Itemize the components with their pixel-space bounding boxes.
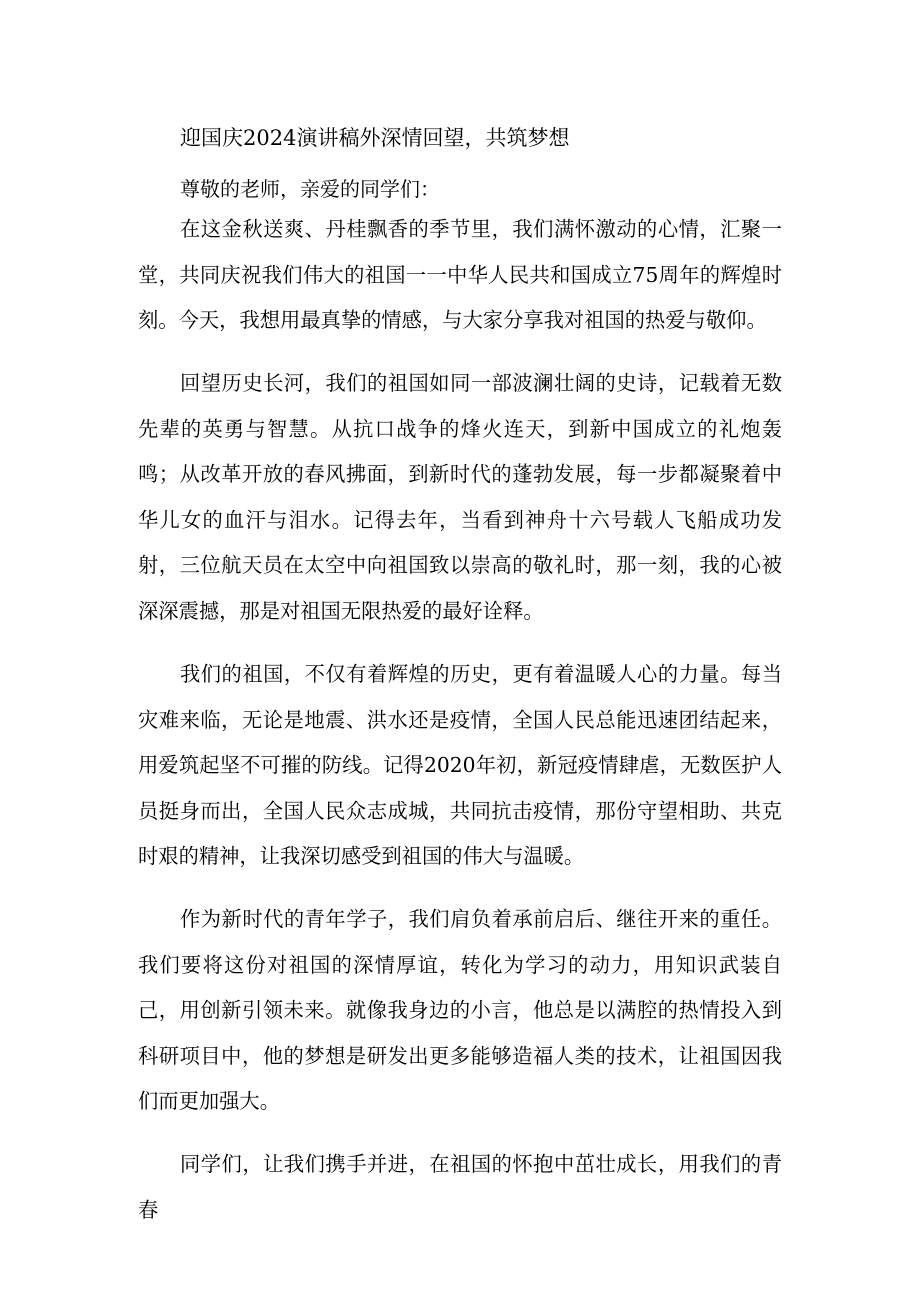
salutation: 尊敬的老师，亲爱的同学们： xyxy=(180,177,440,201)
paragraph-4: 作为新时代的青年学子，我们肩负着承前启后、继往开来的重任。我们要将这份对祖国的深情厚谊，转化为学习的动力，用知识武装自己，用创新引领未来。就像我身边的小言，他总是以满腔的热情投入到科研项目中，他的梦想是研发出更多能够造福人类的技术，让祖国因我们而更加强大。 xyxy=(138,907,782,1113)
paragraph-2: 回望历史长河，我们的祖国如同一部波澜壮阔的史诗，记载着无数先辈的英勇与智慧。从抗口战争的烽火连天，到新中国成立的礼炮轰鸣；从改革开放的春风拂面，到新时代的蓬勃发展，每一步都凝聚着中华儿女的血汗与泪水。记得去年，当看到神舟十六号载人飞船成功发射，三位航天员在太空中向祖国致以崇高的敬礼时，那一刻，我的心被深深震撼，那是对祖国无限热爱的最好诠释。 xyxy=(138,371,782,623)
paragraph-3: 我们的祖国，不仅有着辉煌的历史，更有着温暖人心的力量。每当灾难来临，无论是地震、洪水还是疫情，全国人民总能迅速团结起来，用爱筑起坚不可摧的防线。记得2020年初，新冠疫情肆虐，无数医护人员挺身而出，全国人民众志成城，共同抗击疫情，那份守望相助、共克时艰的精神，让我深切感受到祖国的伟大与温暖。 xyxy=(138,662,782,868)
document-title: 迎国庆2024演讲稿外深情回望，共筑梦想 xyxy=(180,126,570,150)
paragraph-1: 在这金秋送爽、丹桂飘香的季节里，我们满怀激动的心情，汇聚一堂，共同庆祝我们伟大的祖国一一中华人民共和国成立75周年的辉煌时刻。今天，我想用最真挚的情感，与大家分享我对祖国的热爱与敬仰。 xyxy=(138,217,782,332)
paragraph-5: 同学们，让我们携手并进，在祖国的怀抱中茁壮成长，用我们的青春 xyxy=(138,1152,782,1222)
